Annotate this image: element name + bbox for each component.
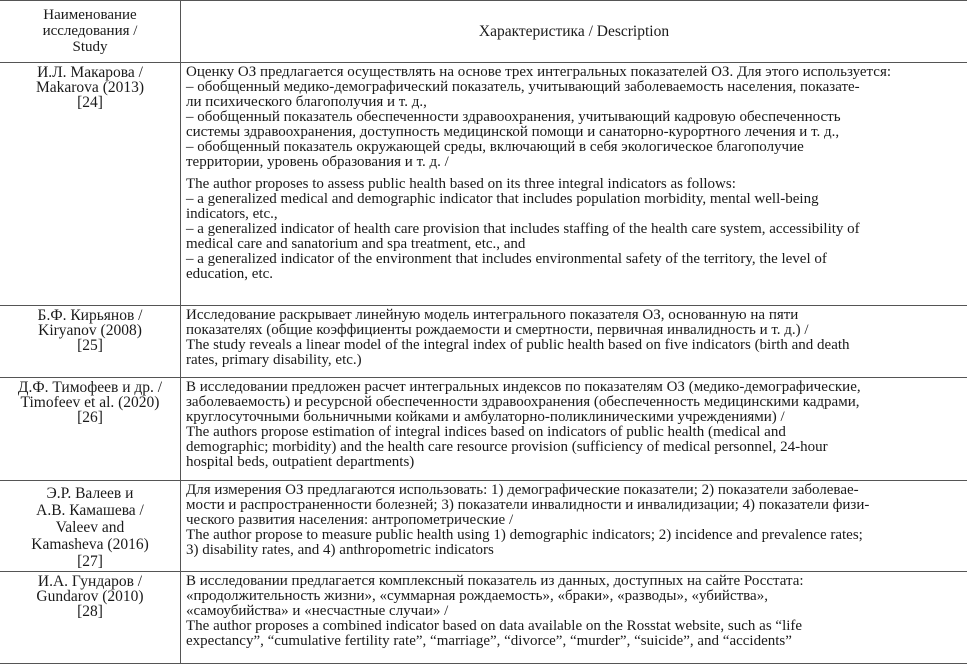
description-line: ческого развития населения: антропометрические / [186,512,514,528]
description-line: The study reveals a linear model of the integral index of public health based on five indicators (birth and death [186,337,850,353]
study-line: Д.Ф. Тимофеев и др. / [17,379,163,396]
description-line: rates, primary disability, etc.) [186,352,362,368]
description-cell [181,378,967,480]
study-line: Kamasheva (2016) [31,536,149,553]
study-cell [0,63,181,305]
description-line: – a generalized indicator of health care provision that includes staffing of the health care system, accessibility of [186,221,860,237]
header-study-line: Study [72,39,108,55]
description-line: Для измерения ОЗ предлагаются использовать: 1) демографические показатели; 2) показатели заболевае- [186,482,859,498]
description-line: В исследовании предлагается комплексный показатель из данных, доступных на сайте Росстата: [186,573,804,589]
description-line: Исследование раскрывает линейную модель интегрального показателя ОЗ, основанную на пяти [186,307,799,323]
study-line: [25] [77,337,103,354]
description-line: мости и распространенности болезней; 3) показатели инвалидности и инвалидизации; 4) показатели физи- [186,497,870,513]
study-line: [24] [77,94,103,111]
description-cell [181,306,967,377]
study-line: Timofeev et al. (2020) [20,394,160,411]
description-line: – обобщенный медико-демографический показатель, учитывающий заболеваемость населения, показате- [186,79,860,95]
table-header-row [0,1,967,62]
description-line: The author proposes a combined indicator based on data available on the Rosstat website, such as “life [186,618,803,634]
study-cell [0,481,181,571]
study-line: [28] [77,603,103,620]
description-line: indicators, etc., [186,206,278,222]
study-line: [27] [77,553,103,570]
study-line: [26] [77,409,103,426]
description-line: системы здравоохранения, доступность медицинской помощи и санаторно-курортного лечения и т. д., [186,124,840,140]
header-description-text: Характеристика / Description [478,23,670,40]
study-line: Gundarov (2010) [36,588,144,605]
description-cell [181,481,967,571]
header-study-line: Наименование [43,7,137,23]
header-description-cell [181,1,967,62]
description-line: hospital beds, outpatient departments) [186,454,415,470]
table-row [0,481,967,571]
description-cell [181,572,967,663]
description-line: – a generalized medical and demographic indicator that includes population morbidity, mental well-being [186,191,819,207]
description-line: – a generalized indicator of the environment that includes environmental safety of the territory, the level of [186,251,827,267]
header-study-cell [0,1,181,62]
description-line: показателях (общие коэффициенты рождаемости и смертности, первичная инвалидность и т. д.) / [186,322,809,338]
study-cell [0,378,181,480]
study-line: Kiryanov (2008) [38,322,142,339]
description-line: Оценку ОЗ предлагается осуществлять на основе трех интегральных показателей ОЗ. Для этого используется: [186,64,892,80]
description-line: education, etc. [186,266,274,282]
description-line: – обобщенный показатель обеспеченности здравоохранения, учитывающий кадровую обеспеченность [186,109,841,125]
description-cell [181,63,967,305]
study-cell [0,572,181,663]
description-line: 3) disability rates, and 4) anthropometric indicators [186,542,494,558]
description-line: ли психического благополучия и т. д., [186,94,427,110]
description-line: The author propose to measure public health using 1) demographic indicators; 2) incidence and prevalence rates; [186,527,863,543]
table-row [0,306,967,377]
table-row [0,572,967,663]
study-line: Б.Ф. Кирьянов / [37,307,143,324]
description-line: В исследовании предложен расчет интегральных индексов по показателям ОЗ (медико-демографические, [186,379,861,395]
study-line: Valeev and [55,519,125,536]
study-cell [0,306,181,377]
description-line: круглосуточными больничными койками и амбулаторно-поликлиническими учреждениями) / [186,409,785,425]
study-line: Э.Р. Валеев и [46,485,134,502]
table-row [0,378,967,480]
study-line: И.А. Гундаров / [37,573,143,590]
description-line: заболеваемость) и ресурсной обеспеченности здравоохранения (обеспеченность медицинскими кадрами, [186,394,860,410]
description-line: medical care and sanatorium and spa treatment, etc., and [186,236,526,252]
description-line: – обобщенный показатель окружающей среды, включающий в себя экологическое благополучие [186,139,804,155]
description-line: The author proposes to assess public health based on its three integral indicators as follows: [186,176,736,192]
header-study-line: исследования / [42,23,138,39]
table-row [0,63,967,305]
study-line: Makarova (2013) [35,79,145,96]
study-line: А.В. Камашева / [36,502,144,519]
description-line: «самоубийства» и «несчастные случаи» / [186,603,449,619]
study-line: И.Л. Макарова / [37,64,143,81]
description-line: «продолжительность жизни», «суммарная рождаемость», «браки», «разводы», «убийства», [186,588,768,604]
description-line: территории, уровень образования и т. д. / [186,154,449,170]
description-line: demographic; morbidity) and the health care resource provision (sufficiency of medical personnel, 24-hour [186,439,828,455]
description-line: The authors propose estimation of integral indices based on indicators of public health (medical and [186,424,786,440]
description-line: expectancy”, “cumulative fertility rate”, “marriage”, “divorce”, “murder”, “suicide”, and “accidents” [186,633,792,649]
